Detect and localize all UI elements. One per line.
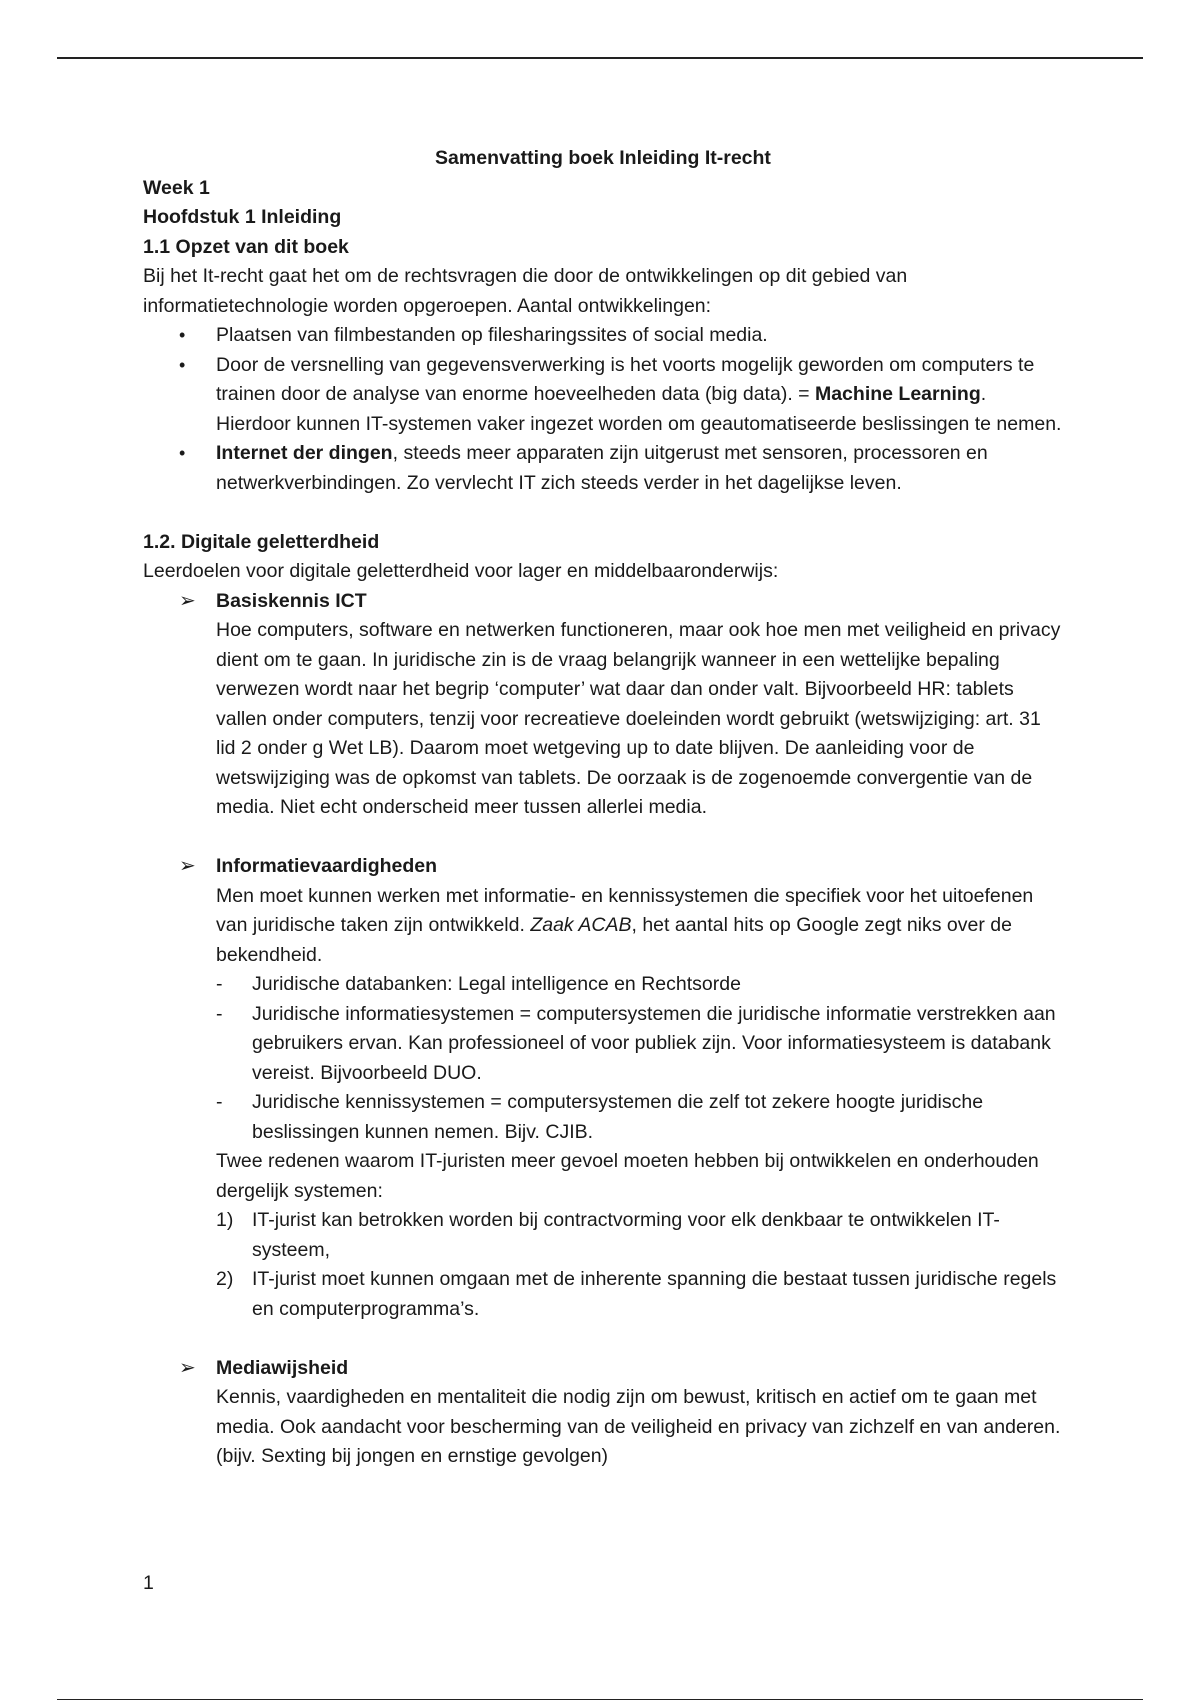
arrow-bullet-icon: ➢ bbox=[179, 589, 196, 612]
list-item-text: IT-jurist moet kunnen omgaan met de inherente spanning die bestaat tussen juridische regels en computerprogramma’s. bbox=[252, 1268, 1057, 1320]
informatie-text-part: , het aantal hits op Google zegt niks over de bekendheid. bbox=[216, 914, 1012, 966]
list-item-text: . Hierdoor kunnen IT-systemen vaker ingezet worden om geautomatiseerde beslissingen te nemen. bbox=[216, 383, 1062, 435]
list-item bbox=[143, 1354, 1063, 1472]
list-number: 2) bbox=[216, 1268, 234, 1290]
basiskennis-heading: Basiskennis ICT bbox=[216, 589, 367, 612]
bullet-icon: • bbox=[179, 354, 186, 375]
page-number: 1 bbox=[143, 1572, 154, 1594]
bold-term: Machine Learning bbox=[814, 383, 981, 405]
list-item-text: Juridische databanken: Legal intelligence en Rechtsorde bbox=[252, 973, 741, 995]
document-title: Samenvatting boek Inleiding It-recht bbox=[435, 147, 771, 169]
list-item bbox=[143, 351, 1063, 440]
informatie-text-part: Men moet kunnen werken met informatie- en kennissystemen die specifiek voor het uitoefenen van juridische taken zijn ontwikkeld. bbox=[216, 884, 1034, 936]
list-item-text: , steeds meer apparaten zijn uitgerust met sensoren, processoren en netwerkverbindingen. Zo vervlecht IT zich steeds verder in het dagelijkse leven. bbox=[216, 442, 988, 494]
informatie-heading: Informatievaardigheden bbox=[216, 855, 438, 877]
arrow-bullet-icon: ➢ bbox=[179, 1356, 196, 1379]
header-rule bbox=[57, 57, 1143, 59]
chapter-heading: Hoofdstuk 1 Inleiding bbox=[143, 206, 342, 228]
dash-icon: - bbox=[216, 1091, 223, 1113]
informatie-text bbox=[216, 882, 1063, 971]
list-item bbox=[143, 587, 1063, 853]
media-heading: Mediawijsheid bbox=[216, 1356, 349, 1379]
list-item bbox=[216, 1088, 1063, 1147]
document-body bbox=[143, 144, 1063, 1472]
list-item bbox=[216, 970, 1063, 1000]
bullet-icon: • bbox=[179, 443, 186, 463]
section-1-2-intro: Leerdoelen voor digitale geletterdheid voor lager en middelbaaronderwijs: bbox=[143, 560, 779, 582]
basiskennis-text: Hoe computers, software en netwerken functioneren, maar ook hoe men met veiligheid en privacy dient om te gaan. In juridische zin is de vraag belangrijk wanneer in een wettelijke bepaling verwezen wordt naar het begrip ‘computer’ wat daar dan onder valt. Bijvoorbeeld HR: tablets vallen onder computers, tenzij voor recreatieve doeleinden wordt gebruikt (wetswijziging: art. 31 lid 2 onder g Wet LB). Daarom moet wetgeving up to date blijven. De aanleiding voor de wetswijziging was de opkomst van tablets. De oorzaak is de zogenoemde convergentie van de media. Niet echt onderscheid meer tussen allerlei media. bbox=[216, 619, 1061, 818]
list-item-text: IT-jurist kan betrokken worden bij contractvorming voor elk denkbaar te ontwikkelen IT-systeem, bbox=[252, 1209, 1000, 1261]
list-number: 1) bbox=[216, 1209, 234, 1231]
list-item-text: Plaatsen van filmbestanden op filesharingssites of social media. bbox=[216, 324, 768, 346]
section-1-1-intro: Bij het It-recht gaat het om de rechtsvragen die door de ontwikkelingen op dit gebied van informatietechnologie worden opgeroepen. Aantal ontwikkelingen: bbox=[143, 265, 908, 317]
list-item-text: Door de versnelling van gegevensverwerking is het voorts mogelijk geworden om computers te trainen door de analyse van enorme hoeveelheden data (big data). = bbox=[216, 353, 1035, 405]
dash-icon: - bbox=[216, 1002, 223, 1025]
reasons-intro: Twee redenen waarom IT-juristen meer gevoel moeten hebben bij ontwikkelen en onderhouden dergelijk systemen: bbox=[216, 1150, 1039, 1202]
list-item bbox=[143, 852, 1063, 1354]
section-1-1-heading: 1.1 Opzet van dit boek bbox=[143, 235, 349, 258]
learning-goals-list bbox=[143, 587, 1063, 1472]
list-item-text: Juridische informatiesystemen = computersystemen die juridische informatie verstrekken aan gebruikers ervan. Kan professioneel of voor publiek zijn. Voor informatiesysteem is databank vereist. Bijvoorbeeld DUO. bbox=[252, 1002, 1056, 1084]
developments-list bbox=[143, 321, 1063, 498]
reasons-list bbox=[216, 1206, 1063, 1324]
week-heading: Week 1 bbox=[143, 176, 210, 199]
arrow-bullet-icon: ➢ bbox=[179, 855, 196, 877]
bullet-icon: • bbox=[179, 325, 186, 345]
list-item bbox=[216, 1000, 1063, 1089]
list-item bbox=[216, 1265, 1063, 1324]
bold-term: Internet der dingen bbox=[216, 442, 393, 464]
media-text: Kennis, vaardigheden en mentaliteit die nodig zijn om bewust, kritisch en actief om te gaan met media. Ook aandacht voor bescherming van de veiligheid en privacy van zichzelf en van anderen. (bijv. Sexting bij jongen en ernstige gevolgen) bbox=[216, 1386, 1061, 1467]
italic-case-name: Zaak ACAB bbox=[530, 914, 632, 936]
list-item bbox=[216, 1206, 1063, 1265]
list-item bbox=[143, 321, 1063, 351]
list-item bbox=[143, 439, 1063, 498]
list-item-text: Juridische kennissystemen = computersystemen die zelf tot zekere hoogte juridische beslissingen kunnen nemen. Bijv. CJIB. bbox=[252, 1091, 984, 1143]
section-1-2-heading: 1.2. Digitale geletterdheid bbox=[143, 530, 380, 553]
dash-icon: - bbox=[216, 973, 223, 995]
systems-list bbox=[216, 970, 1063, 1147]
